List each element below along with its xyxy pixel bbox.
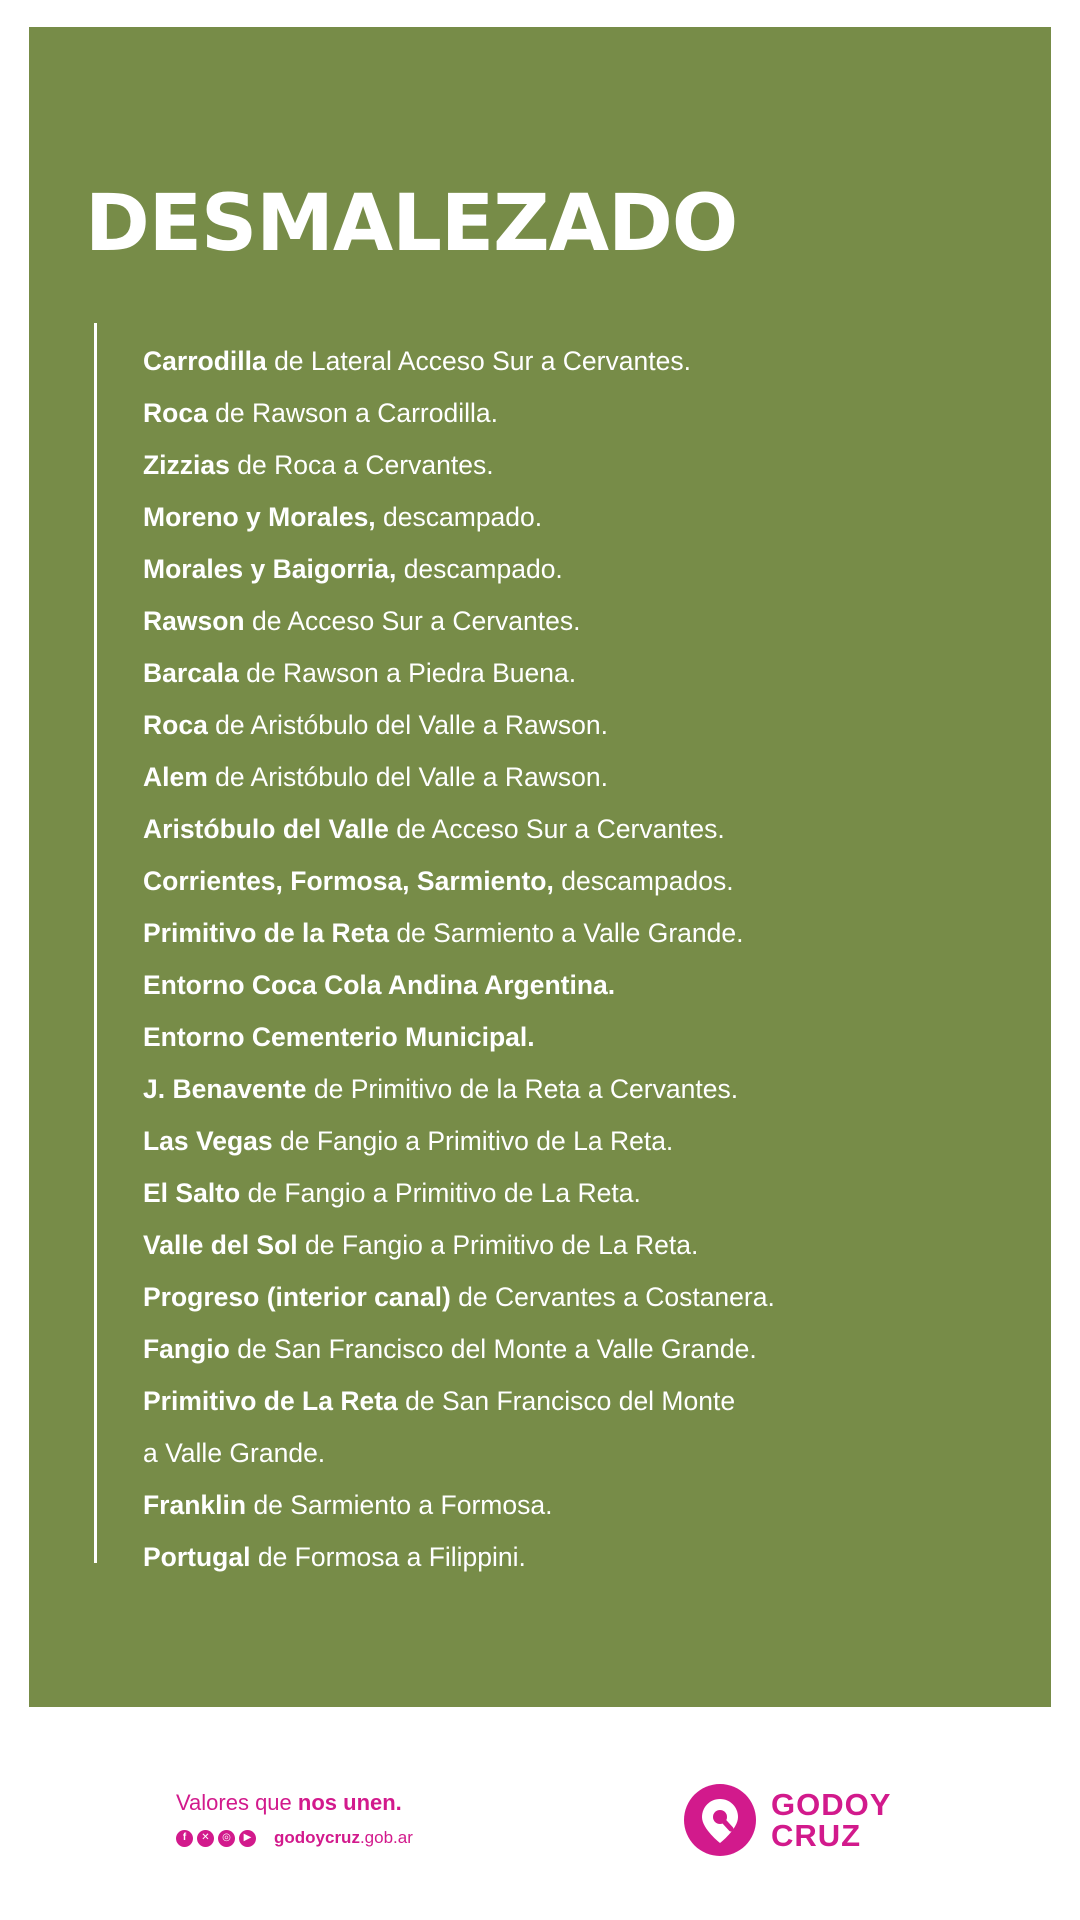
street-name: Rawson — [143, 606, 245, 636]
street-name: Portugal — [143, 1542, 251, 1572]
list-item — [143, 1427, 775, 1479]
website-bold: godoycruz — [274, 1828, 360, 1847]
list-item — [143, 907, 775, 959]
list-item — [143, 595, 775, 647]
street-name: Las Vegas — [143, 1126, 273, 1156]
list-item — [143, 335, 775, 387]
list-item — [143, 855, 775, 907]
slogan-bold: nos unen. — [297, 1790, 402, 1815]
facebook-icon[interactable]: f — [176, 1830, 193, 1847]
street-list — [143, 335, 775, 1583]
street-name: Primitivo de la Reta — [143, 918, 389, 948]
list-item — [143, 647, 775, 699]
content-panel — [29, 27, 1051, 1707]
street-name: Morales y Baigorria, — [143, 554, 397, 584]
street-section: de Sarmiento a Valle Grande. — [388, 918, 744, 948]
street-name: Carrodilla — [143, 346, 267, 376]
list-item — [143, 699, 775, 751]
list-item — [143, 387, 775, 439]
street-name: Valle del Sol — [143, 1230, 298, 1260]
street-section: de Acceso Sur a Cervantes. — [388, 814, 725, 844]
list-item — [143, 543, 775, 595]
street-name: J. Benavente — [143, 1074, 307, 1104]
street-name: Franklin — [143, 1490, 247, 1520]
youtube-icon[interactable]: ▶ — [239, 1830, 256, 1847]
slogan-light: Valores que — [176, 1790, 298, 1815]
street-section: de Sarmiento a Formosa. — [246, 1490, 553, 1520]
list-item — [143, 751, 775, 803]
list-item — [143, 1063, 775, 1115]
list-item — [143, 1219, 775, 1271]
list-item — [143, 1531, 775, 1583]
street-section: de Primitivo de la Reta a Cervantes. — [306, 1074, 739, 1104]
list-item — [143, 1167, 775, 1219]
street-name: Moreno y Morales, — [143, 502, 376, 532]
street-name: Corrientes, Formosa, Sarmiento, — [143, 866, 554, 896]
website-light: .gob.ar — [359, 1828, 413, 1847]
list-item — [143, 1323, 775, 1375]
street-section: a Valle Grande. — [143, 1438, 326, 1468]
street-name: Fangio — [143, 1334, 230, 1364]
page-title: DESMALEZADO — [85, 179, 738, 269]
street-name: Entorno Coca Cola Andina Argentina. — [143, 970, 616, 1000]
list-item — [143, 491, 775, 543]
street-section: de Cervantes a Costanera. — [450, 1282, 775, 1312]
street-section: de Rawson a Carrodilla. — [207, 398, 498, 428]
list-item — [143, 439, 775, 491]
street-section: de Formosa a Filippini. — [250, 1542, 526, 1572]
street-section: de San Francisco del Monte — [397, 1386, 736, 1416]
street-section: de Roca a Cervantes. — [229, 450, 494, 480]
street-section: de San Francisco del Monte a Valle Grande. — [229, 1334, 757, 1364]
street-name: El Salto — [143, 1178, 241, 1208]
street-name: Entorno Cementerio Municipal. — [143, 1022, 535, 1052]
list-item — [143, 959, 775, 1011]
list-item — [143, 1011, 775, 1063]
street-name: Progreso (interior canal) — [143, 1282, 451, 1312]
street-section: descampados. — [553, 866, 734, 896]
street-name: Aristóbulo del Valle — [143, 814, 389, 844]
x-icon[interactable]: ✕ — [197, 1830, 214, 1847]
street-section: de Fangio a Primitivo de La Reta. — [297, 1230, 699, 1260]
street-section: de Rawson a Piedra Buena. — [238, 658, 577, 688]
street-section: descampado. — [396, 554, 563, 584]
list-item — [143, 1375, 775, 1427]
street-name: Roca — [143, 398, 208, 428]
godoy-cruz-logo — [683, 1783, 891, 1857]
footer — [0, 1707, 1080, 1920]
social-links — [176, 1828, 413, 1848]
street-section: de Acceso Sur a Cervantes. — [244, 606, 581, 636]
street-name: Zizzias — [143, 450, 230, 480]
street-section: descampado. — [375, 502, 543, 532]
street-name: Roca — [143, 710, 208, 740]
list-item — [143, 1479, 775, 1531]
location-pin-icon — [683, 1783, 757, 1857]
street-name: Alem — [143, 762, 208, 792]
street-section: de Fangio a Primitivo de La Reta. — [240, 1178, 641, 1208]
instagram-icon[interactable]: ◎ — [218, 1830, 235, 1847]
street-name: Barcala — [143, 658, 239, 688]
street-name: Primitivo de La Reta — [143, 1386, 398, 1416]
logo-line-1: GODOY — [771, 1787, 892, 1822]
street-section: de Lateral Acceso Sur a Cervantes. — [266, 346, 691, 376]
street-section: de Fangio a Primitivo de La Reta. — [272, 1126, 674, 1156]
list-item — [143, 803, 775, 855]
website-link[interactable] — [274, 1828, 413, 1848]
street-section: de Aristóbulo del Valle a Rawson. — [207, 710, 609, 740]
slogan — [176, 1790, 402, 1816]
street-section: de Aristóbulo del Valle a Rawson. — [207, 762, 609, 792]
logo-line-2: CRUZ — [771, 1818, 862, 1853]
list-item — [143, 1115, 775, 1167]
list-item — [143, 1271, 775, 1323]
list-divider-line — [94, 323, 97, 1563]
